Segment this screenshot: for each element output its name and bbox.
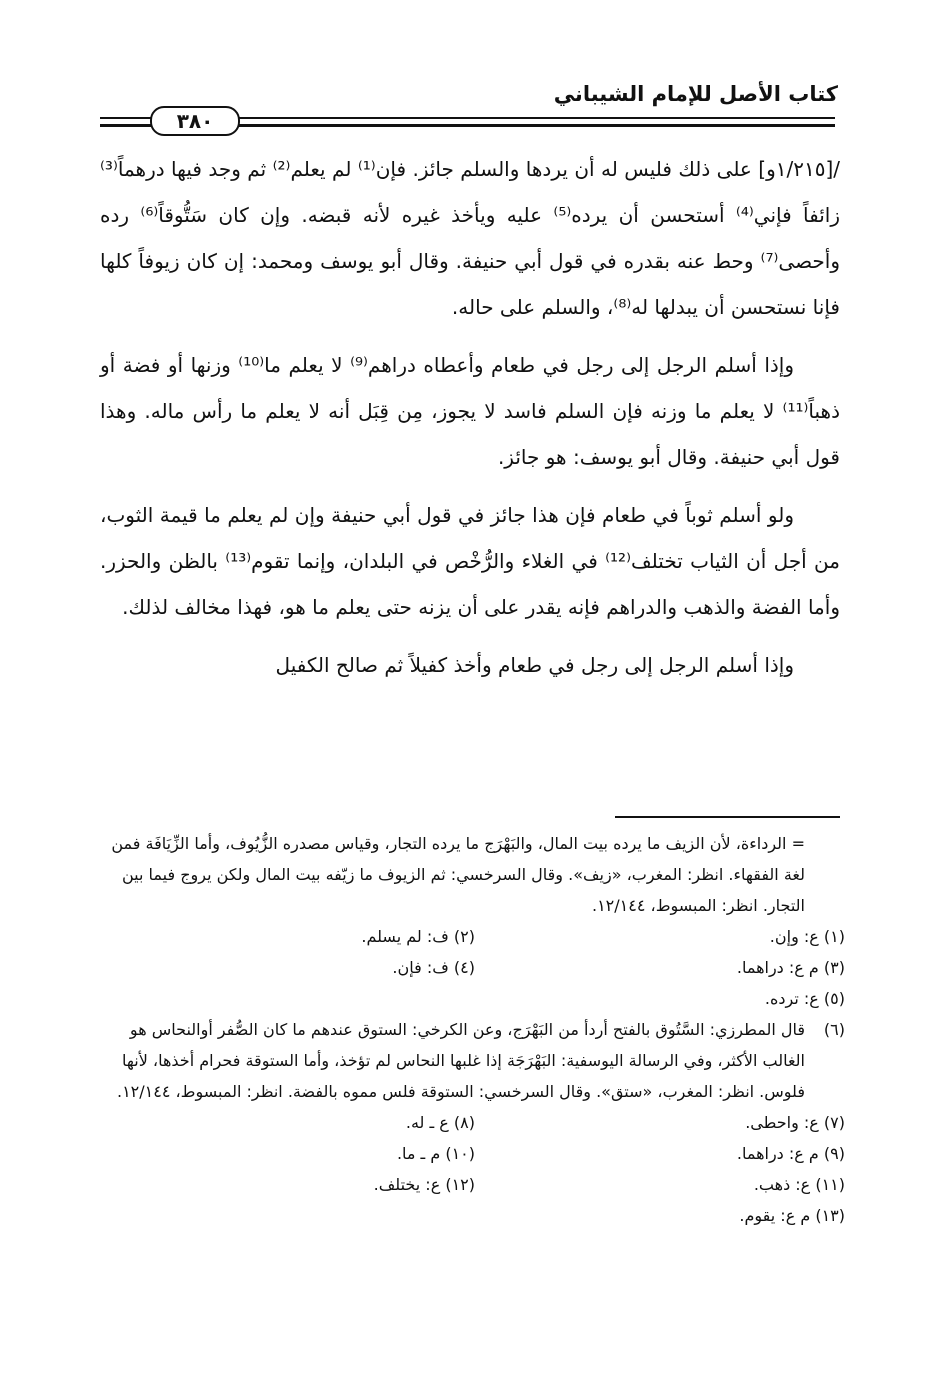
page-number: ٣٨٠ (150, 106, 240, 136)
footnote-8: (٨) ع ـ له. (405, 1113, 475, 1132)
footnotes (105, 828, 845, 1231)
footnote-row (105, 1138, 845, 1169)
footnote-9: (٩) م ع: دراهما. (736, 1144, 845, 1163)
footnote-row (105, 1169, 845, 1200)
footnote-7: (٧) ع: واحطى. (745, 1113, 845, 1132)
footnote-4: (٤) ف: فإن. (392, 958, 475, 977)
footnote-2: (٢) ف: لم يسلم. (361, 927, 475, 946)
footnote-1: (١) ع: وإن. (769, 927, 845, 946)
footnote-row (105, 921, 845, 952)
paragraph-1: /[١/٢١٥و] على ذلك فليس له أن يردها والسلم جائز. فإن⁽¹⁾ لم يعلم⁽²⁾ ثم وجد فيها درهماً⁽³⁾ زائفاً فإني⁽⁴⁾ أستحسن أن يرده⁽⁵⁾ عليه ويأخذ غيره لأنه قبضه. وإن كان سَتُّوقاً⁽⁶⁾ رده وأحصى⁽⁷⁾ وحط عنه بقدره في قول أبي حنيفة. وقال أبو يوسف ومحمد: إن كان زيوفاً كلها فإنا نستحسن أن يبدلها له⁽⁸⁾، والسلم على حاله. (100, 157, 841, 319)
footnote-6-text: قال المطرزي: السَّتُوق بالفتح أردأ من البَهْرَج، وعن الكرخي: الستوق عندهم ما كان الصُّفر أوالنحاس هو الغالب الأكثر، وفي الرسالة اليوسفية: البَهْرَجَة إذا غلبها النحاس لم تؤخذ، وأما الستوقة فحرام أخذها، لأنها فلوس. انظر: المغرب، «ستق». وقال السرخسي: الستوقة فلس مموه بالفضة. انظر: المبسوط، ١٢/١٤٤. (116, 1020, 805, 1101)
footnote-3: (٣) م ع: دراهما. (736, 958, 845, 977)
footnote-5: (٥) ع: ترده. (764, 989, 845, 1008)
footnote-6 (105, 1014, 845, 1107)
footnote-row (105, 1107, 845, 1138)
footnote-row (105, 983, 845, 1014)
footnote-row (105, 952, 845, 983)
footnote-12: (١٢) ع: يختلف. (373, 1175, 475, 1194)
main-text (100, 146, 840, 700)
paragraph-3: ولو أسلم ثوباً في طعام فإن هذا جائز في قول أبي حنيفة وإن لم يعلم ما قيمة الثوب، من أجل أن الثياب تختلف⁽¹²⁾ في الغلاء والرُّخْص في البلدان، وإنما تقوم⁽¹³⁾ بالظن والحزر. وأما الفضة والذهب والدراهم فإنه يقدر على أن يزنه حتى يعلم ما هو، فهذا مخالف لذلك. (100, 503, 840, 619)
footnote-separator (615, 816, 840, 818)
footnote-6-label: (٦) (823, 1020, 845, 1039)
paragraph-4: وإذا أسلم الرجل إلى رجل في طعام وأخذ كفيلاً ثم صالح الكفيل (275, 653, 794, 677)
footnote-row (105, 1200, 845, 1231)
footnote-13: (١٣) م ع: يقوم. (739, 1206, 845, 1225)
footnote-11: (١١) ع: ذهب. (753, 1175, 845, 1194)
paragraph-2: وإذا أسلم الرجل إلى رجل في طعام وأعطاه دراهم⁽⁹⁾ لا يعلم ما⁽¹⁰⁾ وزنها أو فضة أو ذهباً⁽¹¹⁾ لا يعلم ما وزنه فإن السلم فاسد لا يجوز، مِن قِبَل أنه لا يعلم ما رأس ماله. وهذا قول أبي حنيفة. وقال أبو يوسف: هو جائز. (100, 353, 840, 469)
running-header-title: كتاب الأصل للإمام الشيباني (553, 82, 838, 106)
footnote-continuation: = الرداءة، لأن الزيف ما يرده بيت المال، والبَهْرَج ما يرده التجار، وقياس مصدره الزُّيُوف، وأما الزِّيَافَة فمن لغة الفقهاء. انظر: المغرب، «زيف». وقال السرخسي: ثم الزيوف ما زيّفه بيت المال ولكن يروج فيما بين التجار. انظر: المبسوط، ١٢/١٤٤. (111, 834, 805, 915)
footnote-10: (١٠) م ـ ما. (396, 1144, 475, 1163)
